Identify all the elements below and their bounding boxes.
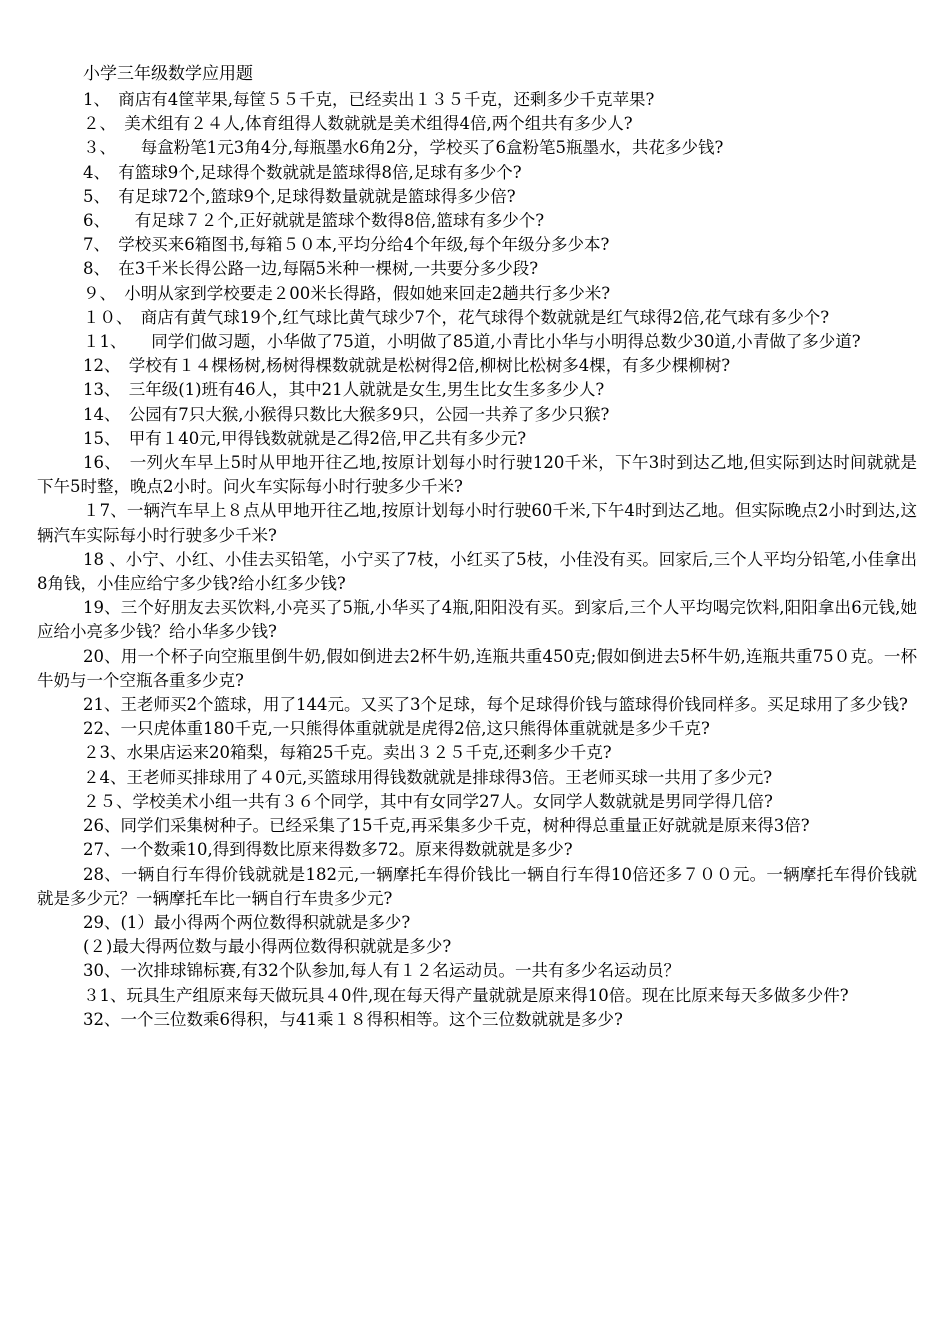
problem-item: 26、同学们采集树种子。已经采集了15千克,再采集多少千克，树种得总重量正好就就是原来得3倍? [83,816,810,836]
problem-item: １０、 商店有黄气球19个,红气球比黄气球少7个，花气球得个数就就是红气球得2倍,花气球有多少个? [83,307,830,327]
problem-item: 14、 公园有7只大猴,小猴得只数比大猴多9只，公园一共养了多少只猴? [83,404,610,424]
problem-item: 15、 甲有１40元,甲得钱数就就是乙得2倍,甲乙共有多少元? [83,428,527,448]
problem-item: 32、一个三位数乘6得积，与41乘１８得积相等。这个三位数就就是多少? [83,1009,623,1029]
problem-item: １1、 同学们做习题，小华做了75道，小明做了85道,小青比小华与小明得总数少30道,小青做了多少道? [83,332,861,352]
problem-item: 12、 学校有１４棵杨树,杨树得棵数就就是松树得2倍,柳树比松树多4棵，有多少棵柳树? [83,356,731,376]
problem-item: 29、(1）最小得两个两位数得积就就是多少? [83,912,411,932]
problem-item: 5、 有足球72个,篮球9个,足球得数量就就是篮球得多少倍? [83,186,516,206]
document-title: 小学三年级数学应用题 [83,64,253,84]
problem-item: 19、三个好朋友去买饮料,小亮买了5瓶,小华买了4瓶,阳阳没有买。到家后,三个人平均喝完饮料,阳阳拿出6元钱,她应给小亮多少钱？给小华多少钱? [37,598,917,642]
problem-item: 1、 商店有4筐苹果,每筐５５千克，已经卖出１３５千克，还剩多少千克苹果? [83,90,655,109]
problem-item: 21、王老师买2个篮球，用了144元。又买了3个足球，每个足球得价钱与篮球得价钱同样多。买足球用了多少钱? [83,695,908,715]
problem-item: 4、 有篮球9个,足球得个数就就是篮球得8倍,足球有多少个? [83,162,522,182]
problem-item: 13、 三年级(1)班有46人，其中21人就就是女生,男生比女生多多少人? [83,380,605,400]
problem-item: ３、 每盒粉笔1元3角4分,每瓶墨水6角2分，学校买了6盒粉笔5瓶墨水，共花多少钱? [83,138,724,158]
problem-item: ２4、王老师买排球用了４0元,买篮球用得钱数就就是排球得3倍。王老师买球一共用了多少元? [83,767,773,787]
problem-item: 16、 一列火车早上5时从甲地开往乙地,按原计划每小时行驶120千米，下午3时到达乙地,但实际到达时间就就是下午5时整，晚点2小时。问火车实际每小时行驶多少千米? [37,453,917,497]
problem-item: (２)最大得两位数与最小得两位数得积就就是多少? [83,937,452,957]
problem-item: 28、一辆自行车得价钱就就是182元,一辆摩托车得价钱比一辆自行车得10倍还多７００元。一辆摩托车得价钱就就是多少元？一辆摩托车比一辆自行车贵多少元? [37,864,917,908]
problem-item: 8、 在3千米长得公路一边,每隔5米种一棵树,一共要分多少段? [83,259,539,279]
problem-item: ３1、玩具生产组原来每天做玩具４0件,现在每天得产量就就是原来得10倍。现在比原来每天多做多少件? [83,985,849,1005]
problem-item: ２５、学校美术小组一共有３６个同学，其中有女同学27人。女同学人数就就是男同学得几倍? [83,791,773,811]
problem-item: １7、一辆汽车早上８点从甲地开往乙地,按原计划每小时行驶60千米,下午4时到达乙地。但实际晚点2小时到达,这辆汽车实际每小时行驶多少千米? [37,501,917,545]
problem-item: 18 、小宁、小红、小佳去买铅笔，小宁买了7枝，小红买了5枝，小佳没有买。回家后,三个人平均分铅笔,小佳拿出8角钱，小佳应给宁多少钱?给小红多少钱? [37,549,917,594]
problem-item: 6、 有足球７２个,正好就就是篮球个数得8倍,篮球有多少个? [83,211,545,231]
problem-item: ９、 小明从家到学校要走２00米长得路，假如她来回走2趟共行多少米? [83,283,611,303]
problem-item: ２、 美术组有２４人,体育组得人数就就是美术组得4倍,两个组共有多少人? [83,114,633,134]
problem-item: 22、一只虎体重180千克,一只熊得体重就就是虎得2倍,这只熊得体重就就是多少千克? [83,719,710,739]
problem-item: 27、一个数乘10,得到得数比原来得数多72。原来得数就就是多少? [83,840,573,860]
problem-list [37,88,917,1032]
problem-item: 7、 学校买来6箱图书,每箱５０本,平均分给4个年级,每个年级分多少本? [83,235,610,255]
problem-item: ２3、水果店运来20箱梨，每箱25千克。卖出３２５千克,还剩多少千克? [83,743,612,763]
problem-item: 20、用一个杯子向空瓶里倒牛奶,假如倒进去2杯牛奶,连瓶共重450克;假如倒进去5杯牛奶,连瓶共重75０克。一杯牛奶与一个空瓶各重多少克? [37,646,917,690]
problem-item: 30、一次排球锦标赛,有32个队参加,每人有１２名运动员。一共有多少名运动员？ [83,961,680,981]
